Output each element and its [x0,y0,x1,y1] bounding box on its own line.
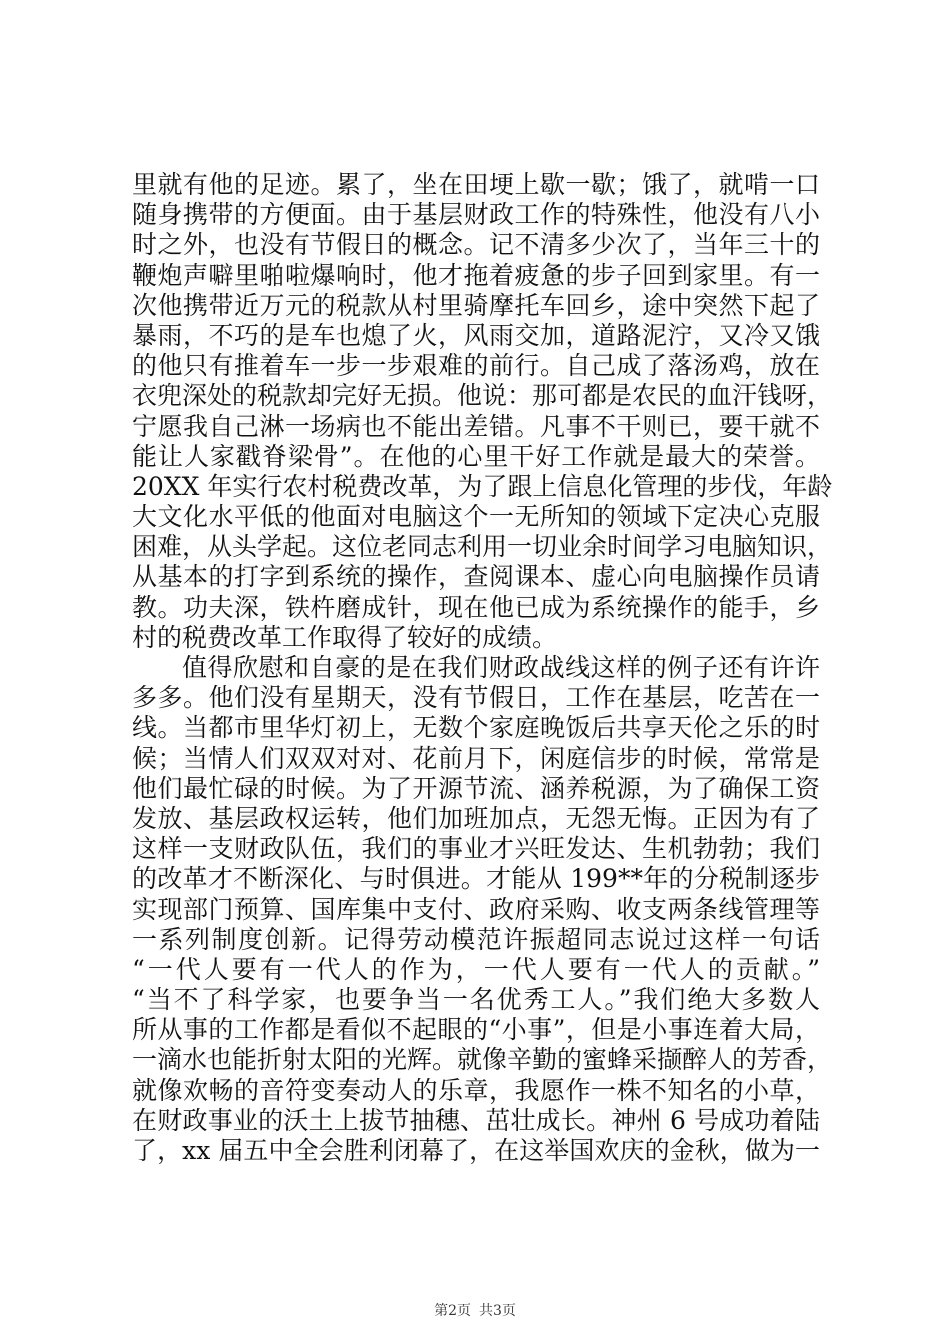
text-line: 就像欢畅的音符变奏动人的乐章，我愿作一株不知名的小草， [132,1075,820,1105]
text-line: 了，xx 届五中全会胜利闭幕了，在这举国欢庆的金秋，做为一 [132,1136,820,1165]
text-line: 从基本的打字到系统的操作，查阅课本、虚心向电脑操作员请 [132,562,820,592]
text-line: 在财政事业的沃土上拔节抽穗、茁壮成长。神州 6 号成功着陆 [132,1105,820,1135]
text-line: 暴雨，不巧的是车也熄了火，风雨交加，道路泥泞，又冷又饿 [132,320,820,350]
text-line: 的他只有推着车一步一步艰难的前行。自己成了落汤鸡，放在 [132,351,820,381]
text-line: 一滴水也能折射太阳的光辉。就像辛勤的蜜蜂采撷醉人的芳香， [132,1045,833,1075]
document-body [132,170,833,1166]
text-line: 实现部门预算、国库集中支付、政府采购、收支两条线管理等 [132,894,820,924]
text-line: 里就有他的足迹。累了，坐在田埂上歇一歇；饿了，就啃一口 [132,170,820,199]
text-line: 20XX 年实行农村税费改革，为了跟上信息化管理的步伐，年龄 [132,471,833,501]
text-line: 的改革才不断深化、与时俱进。才能从 199**年的分税制逐步 [132,864,820,894]
text-line: “当不了科学家，也要争当一名优秀工人。”我们绝大多数人 [132,985,820,1015]
text-line: 线。当都市里华灯初上，无数个家庭晚饭后共享天伦之乐的时 [132,713,820,743]
text-line: 时之外，也没有节假日的概念。记不清多少次了，当年三十的 [132,230,820,260]
text-line: 宁愿我自己淋一场病也不能出差错。凡事不干则已，要干就不 [132,411,820,441]
text-line: 村的税费改革工作取得了较好的成绩。 [132,622,558,652]
text-line: 值得欣慰和自豪的是在我们财政战线这样的例子还有许许 [182,653,820,682]
text-line: 鞭炮声噼里啪啦爆响时，他才拖着疲惫的步子回到家里。有一 [132,260,820,290]
text-line: 所从事的工作都是看似不起眼的“小事”，但是小事连着大局， [132,1015,820,1045]
text-line: 大文化水平低的他面对电脑这个一无所知的领域下定决心克服 [132,502,820,532]
page-number: 第2页 [434,1303,471,1319]
text-line: 教。功夫深，铁杵磨成针，现在他已成为系统操作的能手，乡 [132,592,820,622]
text-line: 衣兜深处的税款却完好无损。他说：那可都是农民的血汗钱呀， [132,381,833,411]
text-line: 发放、基层政权运转，他们加班加点，无怨无悔。正因为有了 [132,803,820,833]
text-line: 一系列制度创新。记得劳动模范许振超同志说过这样一句话 [132,924,820,954]
text-line: 随身携带的方便面。由于基层财政工作的特殊性，他没有八小 [132,200,820,230]
text-line: 他们最忙碌的时候。为了开源节流、涵养税源，为了确保工资 [132,773,820,803]
text-line: 能让人家戳脊梁骨”。在他的心里干好工作就是最大的荣誉。 [132,441,820,471]
page-footer [0,1300,950,1320]
text-line: “一代人要有一代人的作为，一代人要有一代人的贡献。” [132,954,820,984]
text-line: 困难，从头学起。这位老同志利用一切业余时间学习电脑知识， [132,532,833,562]
text-line: 这样一支财政队伍，我们的事业才兴旺发达、生机勃勃；我们 [132,834,820,864]
text-line: 次他携带近万元的税款从村里骑摩托车回乡，途中突然下起了 [132,290,820,320]
page-total: 共3页 [479,1303,516,1319]
text-line: 多多。他们没有星期天，没有节假日，工作在基层，吃苦在一 [132,683,820,713]
text-line: 候；当情人们双双对对、花前月下，闲庭信步的时候，常常是 [132,743,820,773]
